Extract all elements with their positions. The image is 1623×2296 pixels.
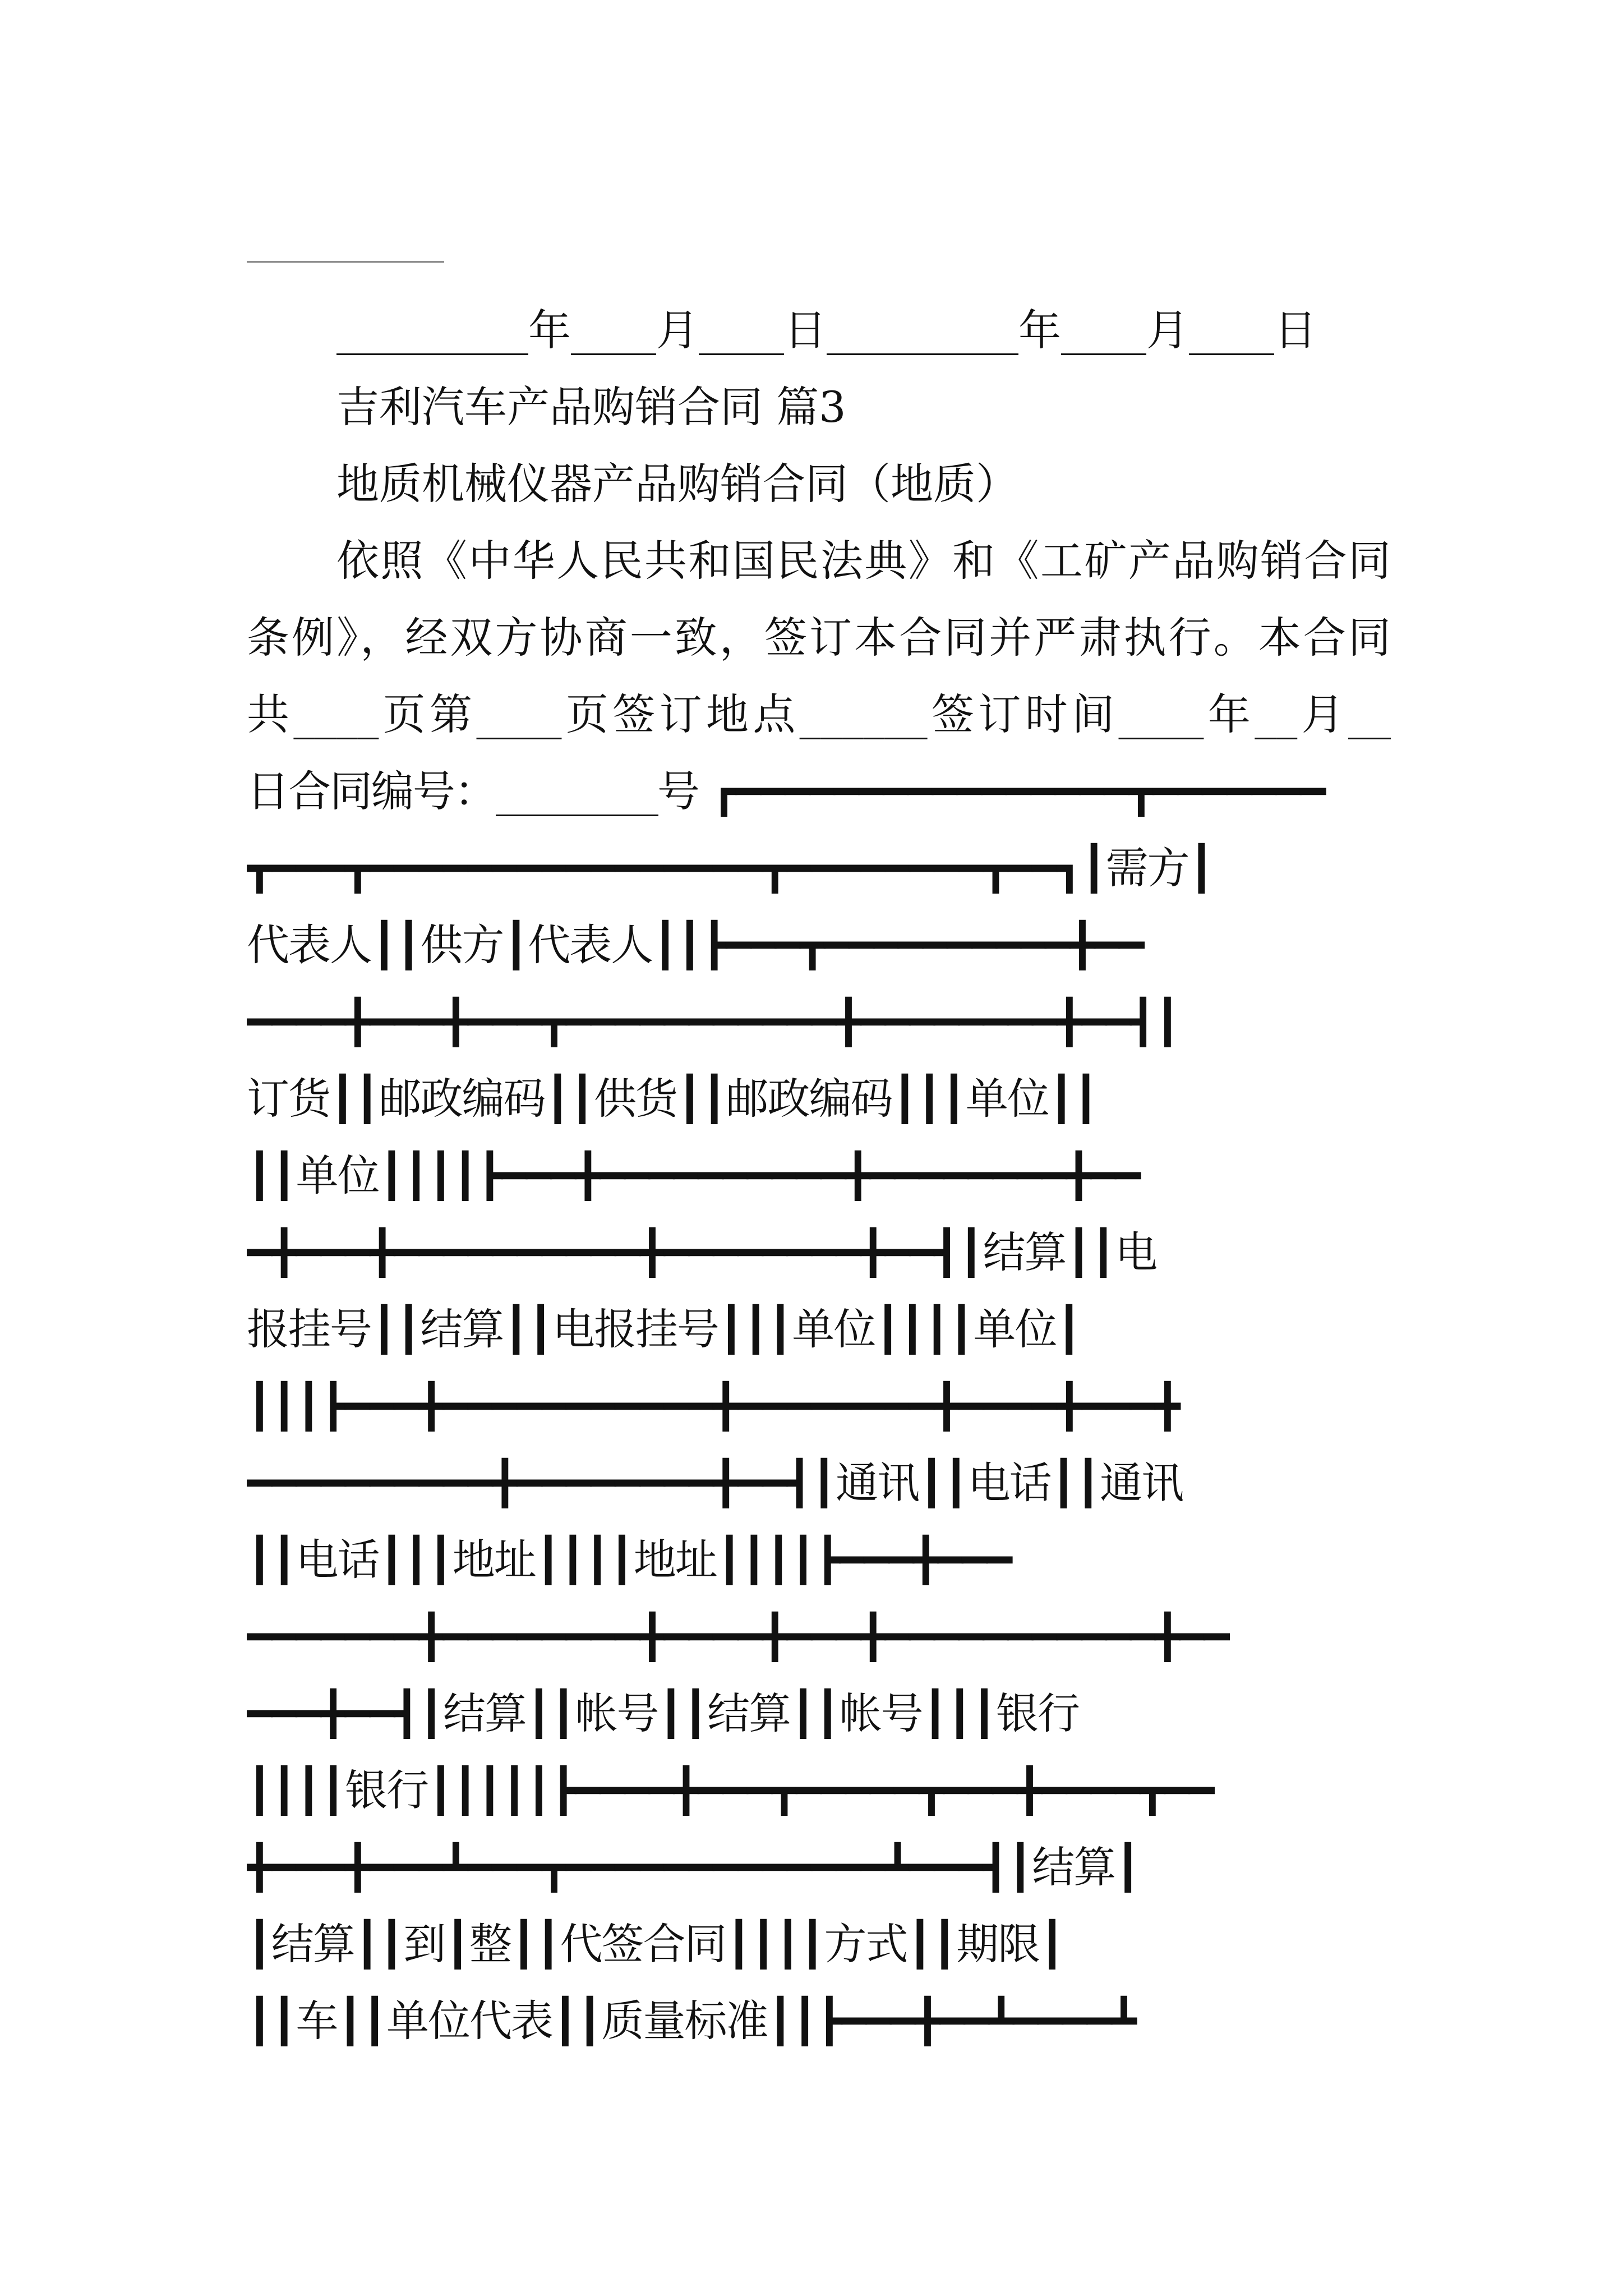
table-line: ┃┃单位┃┃┃┃┣━━━╋━━━━━━━━━━╋━━━━━━━━╋━━ <box>247 1151 1140 1200</box>
table-line: ┃┃┃┃银行┃┃┃┃┃┣━━━━╋━━━┳━━━━━┳━━━╋━━━━┳━━ <box>247 1765 1214 1815</box>
paragraph-line: 日合同编号：________号 ┏━━━━━━━━━━━━━━━━┳━━━━━━━ <box>247 766 1325 816</box>
table-line: ┃结算┃┃到┃整┃┃代签合同┃┃┃┃方式┃┃期限┃ <box>247 1919 1064 1969</box>
table-line: 订货┃┃邮政编码┃┃供货┃┃邮政编码┃┃┃单位┃┃ <box>247 1074 1098 1124</box>
paragraph-line: 共____页第____页签订地点______签订时间____年__月__ <box>247 689 1391 739</box>
table-line: ━━━╋━━┫┃结算┃┃帐号┃┃结算┃┃帐号┃┃┃银行 <box>247 1688 1079 1738</box>
document-page <box>247 292 1391 2059</box>
table-line: ┃┃车┃┃单位代表┃┃质量标准┃┃┣━━━╋━━┻━━━━┻ <box>247 1996 1136 2046</box>
table-line: ━━━━╋━━━╋━━━┳━━━━━━━━━━━╋━━━━━━━━╋━━┫┃ <box>247 997 1179 1047</box>
table-line: 报挂号┃┃结算┃┃电报挂号┃┃┃单位┃┃┃┃单位┃ <box>247 1304 1081 1354</box>
table-line: ━━━━━━━╋━━━━━━━━╋━━━━╋━━━╋━━━━━━━━━━━╋━━ <box>247 1612 1229 1662</box>
table-line: ┳━━━┳━━━━━━━━━━━━━━━━┳━━━━━━━━┳━━┓┃需方┃ <box>247 843 1214 893</box>
table-line: ━╋━━━╋━━━━━━━━━━╋━━━━━━━━╋━━┫┃结算┃┃电 <box>247 1227 1157 1277</box>
contract-table-text <box>247 830 1391 2059</box>
date-line: _________年____月____日_________年____月____日 <box>336 305 1317 355</box>
heading: 吉利汽车产品购销合同 篇3 <box>336 382 846 432</box>
table-line: 代表人┃┃供方┃代表人┃┃┣━━━┳━━━━━━━━━━╋━━ <box>247 920 1144 970</box>
table-line: ┃┃┃┣━━━╋━━━━━━━━━━━╋━━━━━━━━╋━━━━╋━━━╋ <box>247 1381 1179 1431</box>
subheading: 地质机械仪器产品购销合同（地质） <box>336 459 1018 509</box>
table-line: ┃┃电话┃┃┃地址┃┃┃┃地址┃┃┃┃┣━━━╋━━━ <box>247 1535 1011 1585</box>
top-rule <box>247 261 444 263</box>
table-line: ━━━━━━━━━━╋━━━━━━━━╋━━┫┃通讯┃┃电话┃┃通讯 <box>247 1458 1183 1508</box>
paragraph <box>247 522 1391 830</box>
table-line: ╋━━━╋━━━┻━━━┳━━━━━━━━━━━━━┻━━━┫┃结算┃ <box>247 1842 1140 1892</box>
paragraph-line: 条例》，经双方协商一致，签订本合同并严肃执行。本合同 <box>247 613 1391 662</box>
paragraph-line: 依照《中华人民共和国民法典》和《工矿产品购销合同 <box>336 536 1391 586</box>
